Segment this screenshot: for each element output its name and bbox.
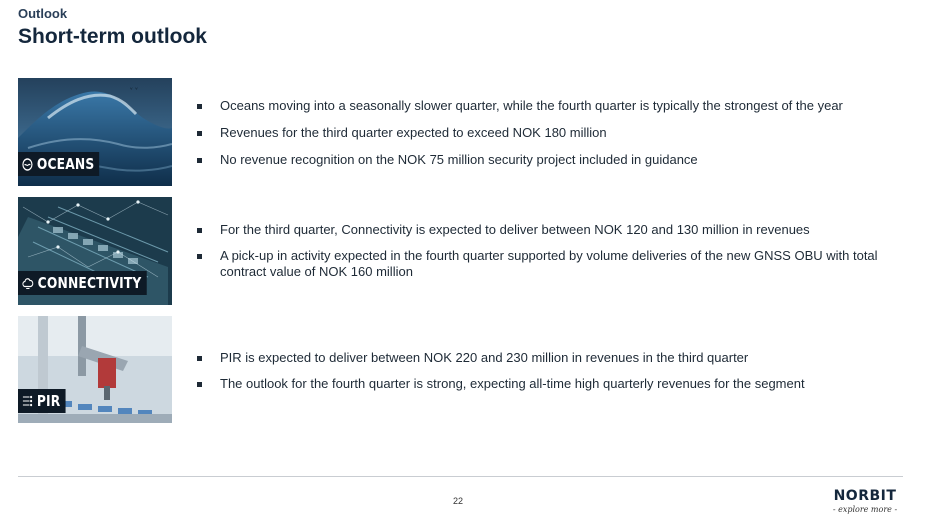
- connectivity-image: [18, 197, 172, 305]
- oceans-image: [18, 78, 172, 186]
- oceans-label: OCEANS: [18, 152, 99, 176]
- list-item: PIR is expected to deliver between NOK 220 and 230 million in revenues in the third quarter: [195, 350, 895, 366]
- logo-wordmark: NORBIT: [833, 488, 897, 504]
- list-item: The outlook for the fourth quarter is strong, expecting all-time high quarterly revenues for the segment: [195, 376, 895, 392]
- logo-tagline: - explore more -: [832, 505, 898, 514]
- connectivity-bullets: [195, 222, 895, 280]
- list-item: A pick-up in activity expected in the fourth quarter supported by volume deliveries of the new GNSS OBU with total contract value of NOK 160 million: [195, 248, 880, 280]
- list-item: Oceans moving into a seasonally slower quarter, while the fourth quarter is typically the strongest of the year: [195, 98, 895, 114]
- list-item: Revenues for the third quarter expected to exceed NOK 180 million: [195, 125, 895, 141]
- list-item: For the third quarter, Connectivity is expected to deliver between NOK 120 and 130 million in revenues: [195, 222, 895, 238]
- footer-divider: [18, 476, 903, 477]
- page-title: Short-term outlook: [18, 25, 207, 48]
- circuit-icon: [22, 395, 33, 407]
- oceans-bullets: [195, 98, 895, 168]
- svg-text:ᵛ ᵛ: ᵛ ᵛ: [130, 86, 139, 94]
- norbit-logo: [826, 488, 904, 514]
- pir-bullets: [195, 350, 895, 392]
- page-number: 22: [452, 496, 463, 506]
- oceans-icon: [22, 158, 33, 171]
- connectivity-label: CONNECTIVITY: [18, 271, 146, 295]
- list-item: No revenue recognition on the NOK 75 million security project included in guidance: [195, 152, 895, 168]
- pir-image: [18, 316, 172, 423]
- section-label: Outlook: [18, 6, 68, 21]
- cloud-icon: [22, 277, 33, 289]
- pir-label: PIR: [18, 389, 65, 413]
